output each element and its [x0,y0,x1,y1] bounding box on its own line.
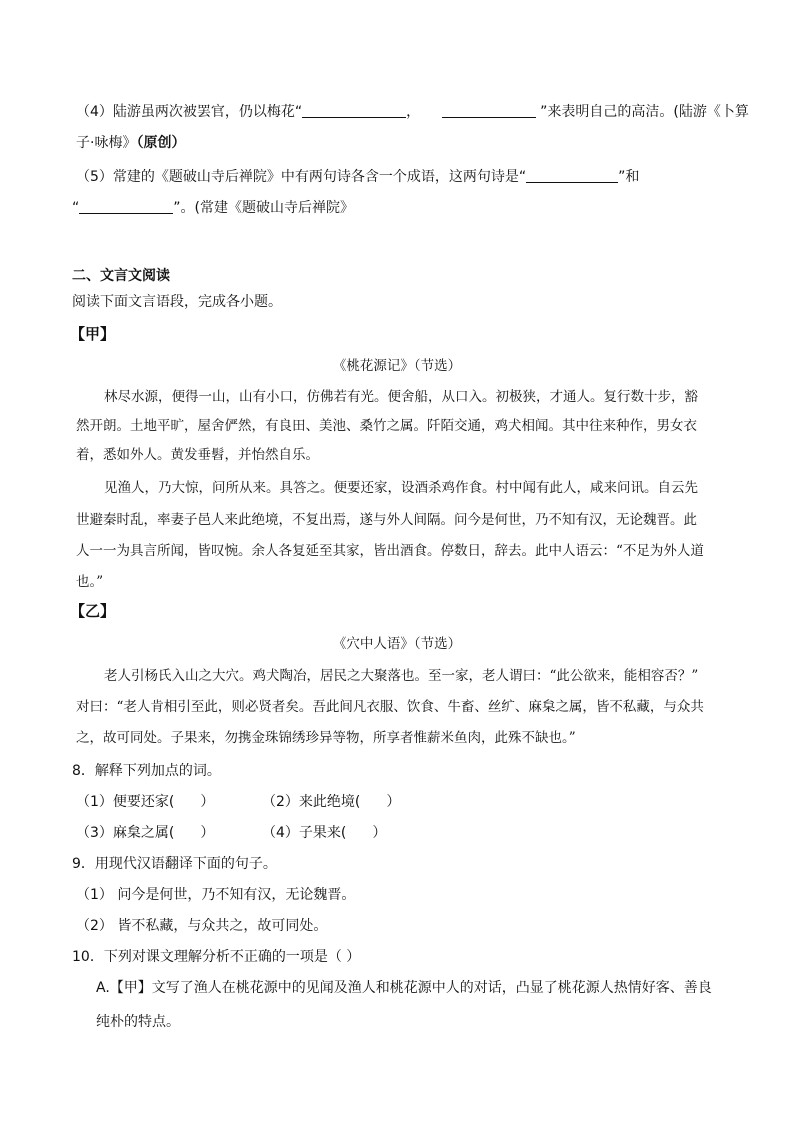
passage-line: 世避秦时乱，率妻子邑人来此绝境，不复出焉，遂与外人间隔。问今是何世，乃不知有汉，无论魏晋。此 [76,512,697,528]
q8-item-text: （3）麻枲之属( [76,825,175,841]
passage-line: 对曰：“老人肯相引至此，则必贤者矣。吾此间凡衣服、饮食、牛畜、丝纩、麻枲之属，皆不私藏，与众共 [76,699,704,715]
question-8-item-4 [262,822,386,842]
q5-open-quote: “ [72,200,80,216]
q8-item-text: （2）来此绝境( [262,794,361,810]
passage-line: 老人引杨氏入山之大穴。鸡犬陶冶，居民之大聚落也。至一家，老人谓曰：“此公欲来，能相容否？” [104,668,699,684]
q8-close-paren: ） [372,825,387,841]
q4-blank-2 [442,103,536,118]
q5-source: ”。(常建《题破山寺后禅院》 [173,200,354,216]
q8-close-paren: ） [386,794,401,810]
section-instruction: 阅读下面文言语段，完成各小题。 [72,294,282,310]
passage-line: 人一一为具言所闻，皆叹惋。余人各复延至其家，皆出酒食。停数日，辞去。此中人语云：“不足为外人道 [76,543,704,559]
q5-and: ”和 [618,169,640,185]
question-5 [76,166,639,186]
passage-line: 然开朗。土地平旷，屋舍俨然，有良田、美池、桑竹之属。阡陌交通，鸡犬相闻。其中往来种作，男女衣 [76,418,697,434]
q5-blank-1 [526,168,618,183]
passage-label-jia: 【甲】 [70,325,116,343]
question-8-item-1 [76,791,214,811]
q8-close-paren: ） [200,825,215,841]
passage-title-yi: 《穴中人语》（节选） [332,636,462,652]
q4-original-tag: （原创） [136,135,186,151]
question-4 [76,101,749,121]
passage-line: 着，悉如外人。黄发垂髫，并怡然自乐。 [76,447,319,463]
q4-mid: ， [406,104,421,120]
question-10-option-a-cont: 纯朴的特点。 [96,1014,180,1030]
question-8-item-3 [76,822,214,842]
q5-text: （5）常建的《题破山寺后禅院》中有两句诗各含一个成语，这两句诗是“ [76,169,527,185]
q5-blank-2 [79,199,173,214]
passage-title-jia: 《桃花源记》（节选） [332,358,462,374]
passage-label-yi: 【乙】 [70,602,116,620]
q4-suffix: ”来表明自己的高洁。(陆游《卜算 [540,104,749,120]
passage-line: 见渔人，乃大惊，问所从来。具答之。便要还家，设酒杀鸡作食。村中闻有此人，咸来问讯。自云先 [104,480,698,496]
question-8-stem: 8．解释下列加点的词。 [72,763,221,779]
question-9-stem: 9．用现代汉语翻译下面的句子。 [72,856,277,872]
question-4-line2 [76,132,185,152]
passage-line: 也。” [76,574,104,590]
q8-item-text: （1）便要还家( [76,794,175,810]
q8-item-text: （4）子果来( [262,825,347,841]
section-heading: 二、文言文阅读 [72,268,170,284]
passage-line: 林尽水源，便得一山，山有小口，仿佛若有光。便舍船，从口入。初极狭，才通人。复行数十步，豁 [104,389,698,405]
question-9-sentence-1: （1） 问今是何世，乃不知有汉，无论魏晋。 [76,887,356,903]
question-8-item-2 [262,791,400,811]
question-5-line2 [72,197,354,217]
q8-close-paren: ） [200,794,215,810]
question-10-option-a: A.【甲】文写了渔人在桃花源中的见闻及渔人和桃花源中人的对话，凸显了桃花源人热情好客、善良 [96,980,712,996]
passage-line: 之，故可同处。子果来，勿携金珠锦绣珍异等物，所享者惟薪米鱼肉，此殊不缺也。” [76,730,576,746]
question-9-sentence-2: （2） 皆不私藏，与众共之，故可同处。 [76,918,328,934]
q4-source: 子·咏梅》 [76,135,137,151]
q4-prefix: （4）陆游虽两次被罢官，仍以梅花“ [76,104,303,120]
q4-blank-1 [302,103,406,118]
question-10-stem: 10．下列对课文理解分析不正确的一项是（ ） [72,949,361,965]
